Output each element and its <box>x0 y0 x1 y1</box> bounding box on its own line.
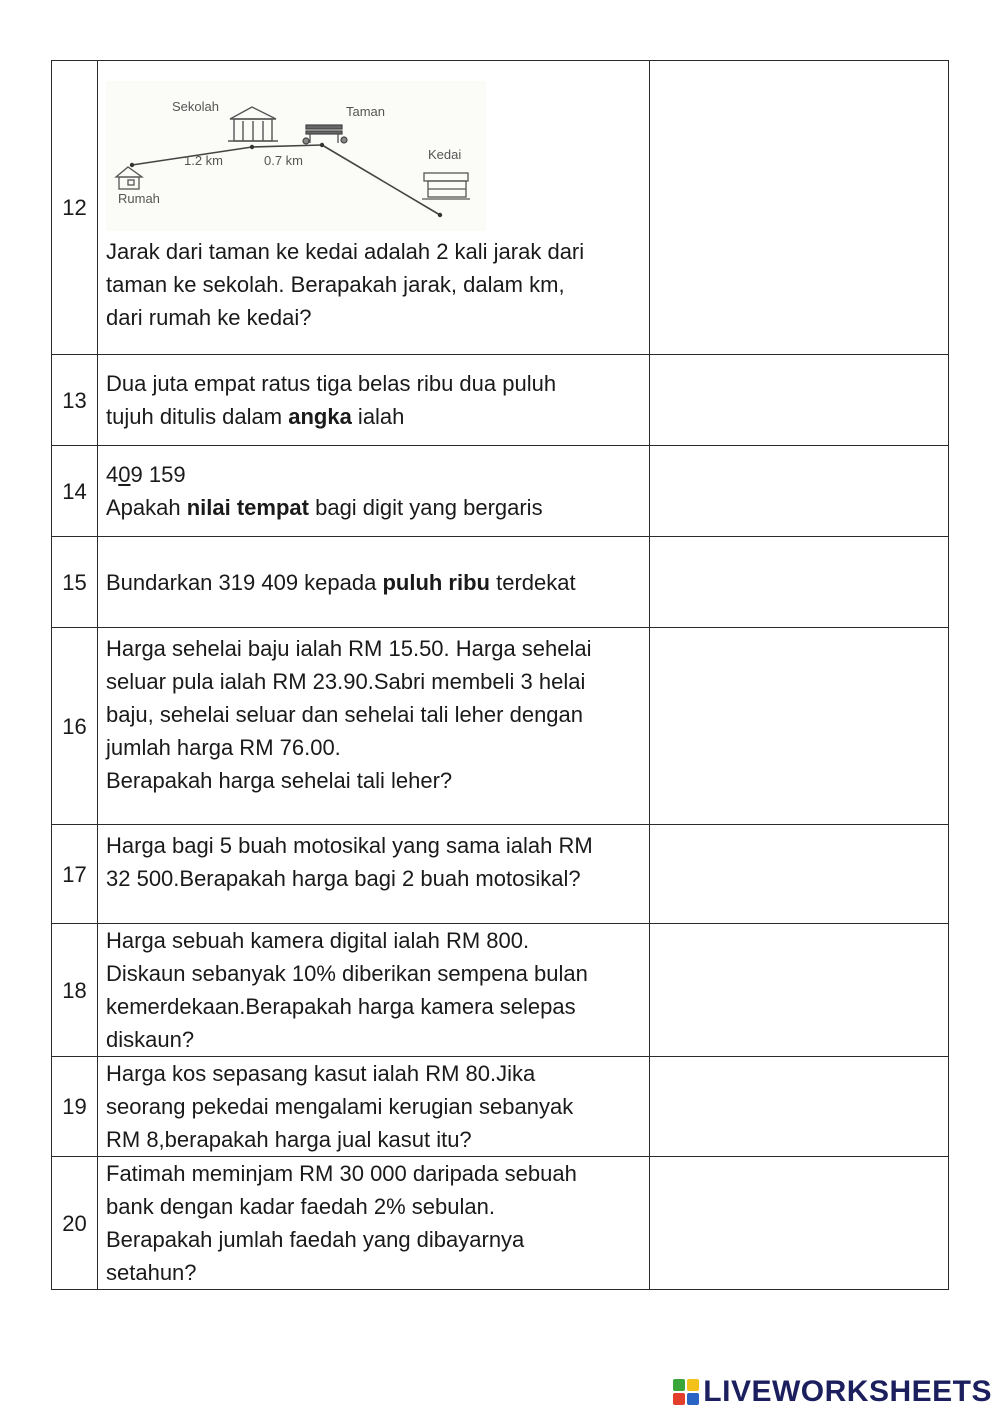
question-line: seluar pula ialah RM 23.90.Sabri membeli 3 helai <box>106 669 586 694</box>
text-segment: 4 <box>106 462 119 487</box>
question-line: Harga sebuah kamera digital ialah RM 800. <box>106 928 530 953</box>
question-number: 20 <box>52 1157 98 1290</box>
question-text <box>98 61 650 355</box>
answer-cell-18[interactable] <box>650 924 949 1057</box>
logo-tiles-icon <box>673 1379 699 1405</box>
question-line: Dua juta empat ratus tiga belas ribu dua puluh <box>106 371 557 396</box>
question-line: baju, sehelai seluar dan sehelai tali leher dengan <box>106 702 584 727</box>
bold-term: puluh ribu <box>382 569 490 595</box>
question-row-14 <box>52 446 949 537</box>
question-number: 13 <box>52 355 98 446</box>
question-line: kemerdekaan.Berapakah harga kamera selepas <box>106 994 576 1019</box>
question-number: 14 <box>52 446 98 537</box>
point-taman <box>320 143 324 147</box>
question-text <box>98 924 650 1057</box>
logo-tile-red <box>673 1393 685 1405</box>
question-text <box>98 825 650 924</box>
question-line: jumlah harga RM 76.00. <box>106 735 341 760</box>
liveworksheets-logo[interactable] <box>673 1375 992 1409</box>
number-with-underlined-digit <box>106 458 641 491</box>
question-line: Diskaun sebanyak 10% diberikan sempena bulan <box>106 961 588 986</box>
question-text <box>98 1057 650 1157</box>
question-row-20 <box>52 1157 949 1290</box>
question-line: Berapakah jumlah faedah yang dibayarnya <box>106 1227 525 1252</box>
question-row-17 <box>52 825 949 924</box>
question-row-13 <box>52 355 949 446</box>
answer-cell-17[interactable] <box>650 825 949 924</box>
text-segment: terdekat <box>489 569 576 595</box>
logo-text: LIVEWORKSHEETS <box>703 1375 992 1408</box>
label-sekolah: Sekolah <box>172 99 219 114</box>
text-segment: ialah <box>351 404 405 429</box>
answer-cell-15[interactable] <box>650 537 949 628</box>
text-segment: bagi digit yang bergaris <box>308 495 543 520</box>
question-line <box>106 566 641 599</box>
logo-tile-yellow <box>687 1379 699 1391</box>
question-line: bank dengan kadar faedah 2% sebulan. <box>106 1194 495 1219</box>
label-taman: Taman <box>346 104 386 119</box>
question-line: seorang pekedai mengalami kerugian sebanyak <box>106 1094 574 1119</box>
text-segment: tujuh ditulis dalam <box>106 404 289 429</box>
question-number: 15 <box>52 537 98 628</box>
text-segment: Apakah <box>106 495 187 520</box>
question-number: 19 <box>52 1057 98 1157</box>
point-kedai <box>438 213 442 217</box>
logo-tile-green <box>673 1379 685 1391</box>
question-number: 18 <box>52 924 98 1057</box>
question-line: dari rumah ke kedai? <box>106 305 312 330</box>
distance-diagram <box>106 81 486 231</box>
question-text <box>98 537 650 628</box>
question-number: 16 <box>52 628 98 825</box>
question-line <box>106 400 641 433</box>
question-number: 17 <box>52 825 98 924</box>
point-sekolah <box>250 145 254 149</box>
question-line: diskaun? <box>106 1027 195 1052</box>
answer-cell-20[interactable] <box>650 1157 949 1290</box>
worksheet-table <box>51 60 949 1290</box>
question-text <box>98 446 650 537</box>
question-row-18 <box>52 924 949 1057</box>
label-distance-rumah-sekolah: 1.2 km <box>184 153 224 168</box>
question-text <box>98 1157 650 1290</box>
question-text <box>98 628 650 825</box>
answer-cell-13[interactable] <box>650 355 949 446</box>
question-text <box>98 355 650 446</box>
question-line: setahun? <box>106 1260 197 1285</box>
question-line: Harga bagi 5 buah motosikal yang sama ialah RM <box>106 833 593 858</box>
question-line: taman ke sekolah. Berapakah jarak, dalam km, <box>106 272 565 297</box>
bold-term: nilai tempat <box>186 495 309 520</box>
label-rumah: Rumah <box>118 191 160 206</box>
point-rumah <box>130 163 134 167</box>
label-kedai: Kedai <box>428 147 462 162</box>
logo-tile-blue <box>687 1393 699 1405</box>
text-segment: 9 159 <box>130 462 186 487</box>
question-line: 32 500.Berapakah harga bagi 2 buah motosikal? <box>106 866 581 891</box>
question-line: Jarak dari taman ke kedai adalah 2 kali jarak dari <box>106 239 585 264</box>
label-distance-sekolah-taman: 0.7 km <box>264 153 304 168</box>
bold-term: angka <box>288 404 352 429</box>
question-line: RM 8,berapakah harga jual kasut itu? <box>106 1127 472 1152</box>
question-line: Fatimah meminjam RM 30 000 daripada sebuah <box>106 1161 577 1186</box>
question-row-16 <box>52 628 949 825</box>
question-row-19 <box>52 1057 949 1157</box>
question-row-12 <box>52 61 949 355</box>
answer-cell-12[interactable] <box>650 61 949 355</box>
question-number: 12 <box>52 61 98 355</box>
question-line: Harga sehelai baju ialah RM 15.50. Harga sehelai <box>106 636 592 661</box>
answer-cell-19[interactable] <box>650 1057 949 1157</box>
text-segment: Bundarkan 319 409 kepada <box>106 569 383 595</box>
underlined-digit: 0 <box>118 462 131 487</box>
answer-cell-14[interactable] <box>650 446 949 537</box>
question-row-15 <box>52 537 949 628</box>
answer-cell-16[interactable] <box>650 628 949 825</box>
question-line <box>106 491 641 524</box>
question-line: Berapakah harga sehelai tali leher? <box>106 768 453 793</box>
question-line: Harga kos sepasang kasut ialah RM 80.Jika <box>106 1061 536 1086</box>
